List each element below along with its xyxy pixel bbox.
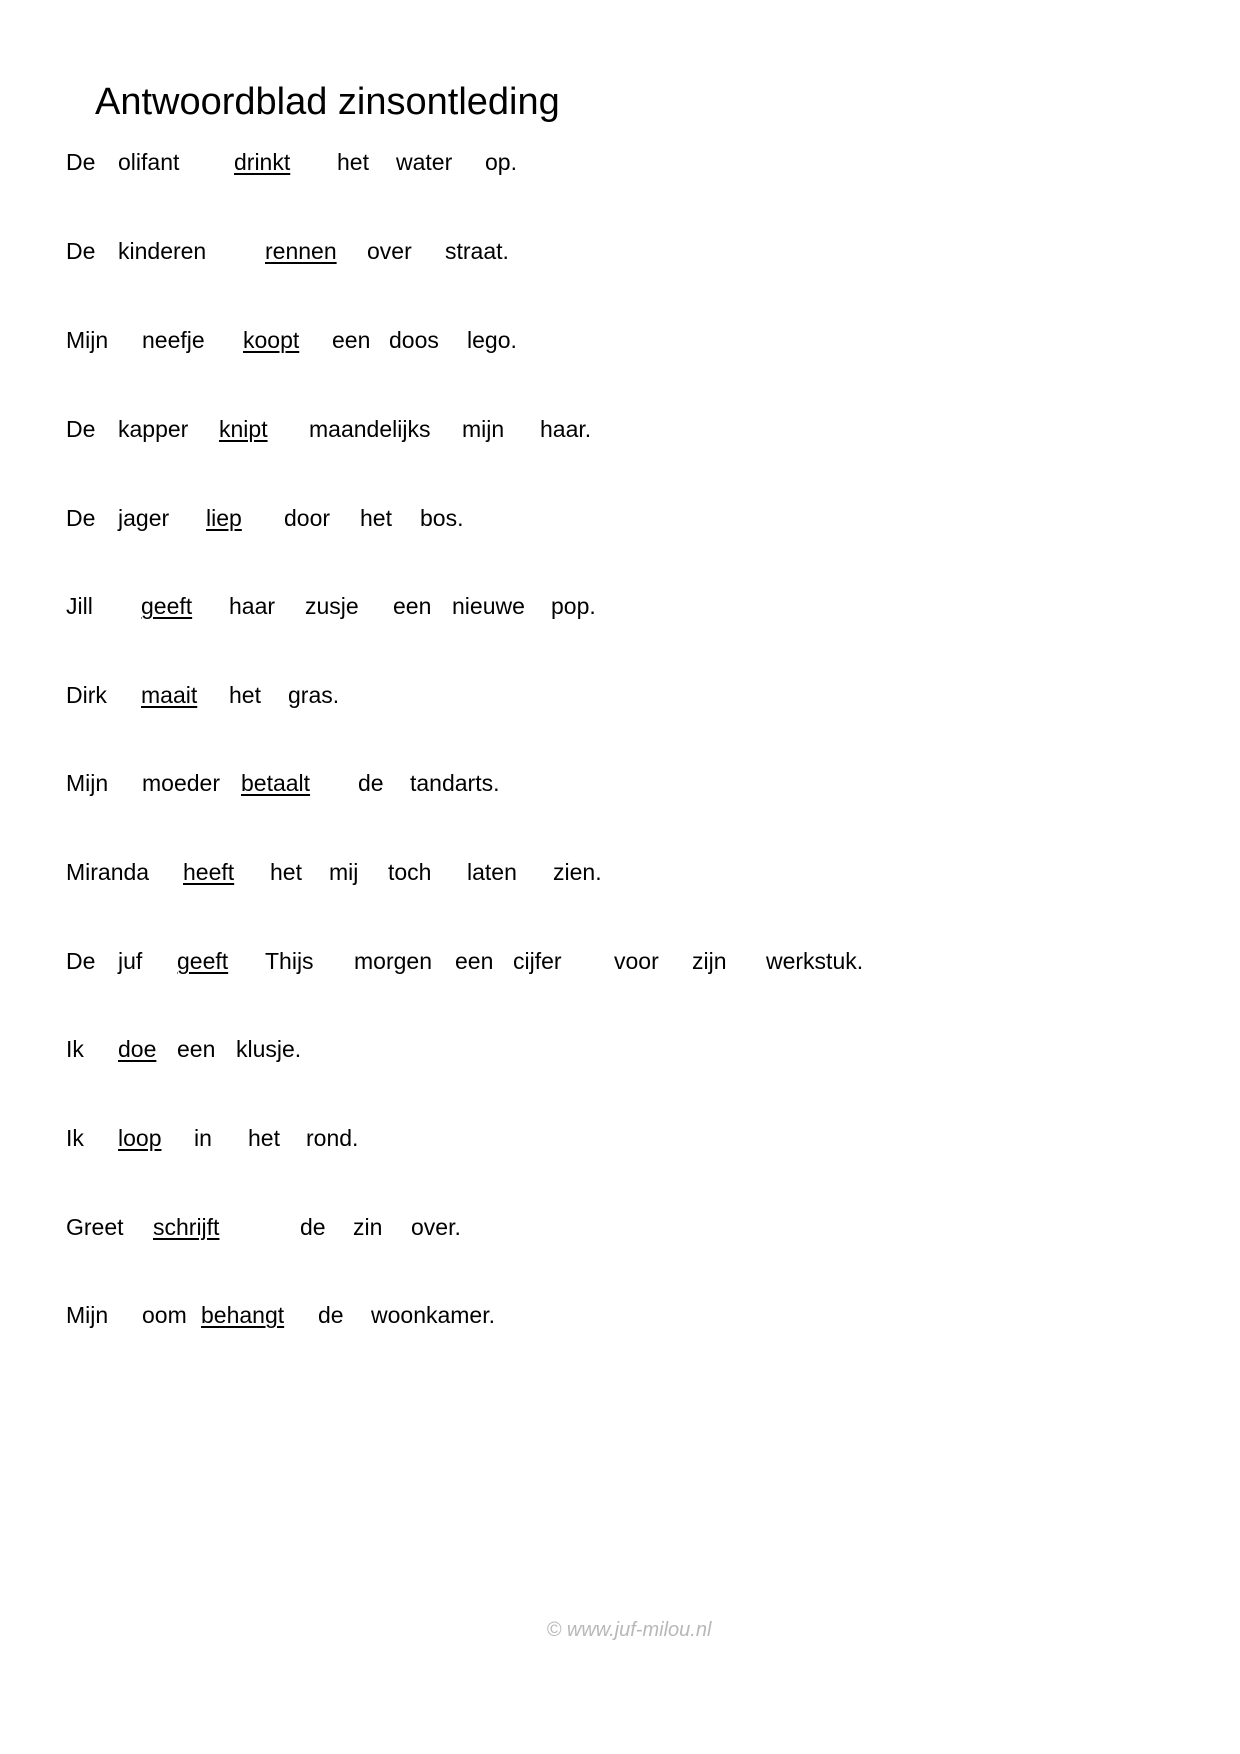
verb-underlined: doe — [118, 1036, 157, 1062]
page-title: Antwoordblad zinsontleding — [95, 81, 560, 123]
sentence-7 — [66, 678, 1066, 712]
word: olifant — [118, 149, 180, 175]
word: zin — [353, 1214, 383, 1240]
word: voor — [614, 948, 659, 974]
word: werkstuk. — [766, 948, 864, 974]
word: Ik — [66, 1125, 84, 1151]
word: Miranda — [66, 859, 150, 885]
verb-underlined: schrijft — [153, 1214, 220, 1240]
word: moeder — [142, 770, 220, 796]
word: jager — [118, 505, 170, 531]
word: cijfer — [513, 948, 562, 974]
word: morgen — [354, 948, 432, 974]
word: oom — [142, 1302, 187, 1328]
verb-underlined: behangt — [201, 1302, 285, 1328]
word: over — [367, 238, 412, 264]
word: Greet — [66, 1214, 124, 1240]
word: zijn — [692, 948, 727, 974]
word: nieuwe — [452, 593, 525, 619]
word: Jill — [66, 593, 93, 619]
word: De — [66, 149, 96, 175]
sentence-1 — [66, 145, 1066, 179]
word: op. — [485, 149, 517, 175]
sentence-2 — [66, 234, 1066, 268]
sentence-13 — [66, 1210, 1066, 1244]
word: lego. — [467, 327, 517, 353]
word: het — [337, 149, 369, 175]
word: De — [66, 948, 96, 974]
word: bos. — [420, 505, 464, 531]
word: De — [66, 238, 96, 264]
verb-underlined: geeft — [141, 593, 193, 619]
sentence-8 — [66, 766, 1066, 800]
word: Thijs — [265, 948, 314, 974]
verb-underlined: geeft — [177, 948, 229, 974]
word: kapper — [118, 416, 189, 442]
word: De — [66, 505, 96, 531]
word: toch — [388, 859, 432, 885]
word: Mijn — [66, 770, 109, 796]
word: gras. — [288, 682, 340, 708]
word: in — [194, 1125, 212, 1151]
verb-underlined: drinkt — [234, 149, 291, 175]
sentence-5 — [66, 501, 1066, 535]
word: de — [358, 770, 384, 796]
word: het — [360, 505, 392, 531]
word: doos — [389, 327, 439, 353]
word: juf — [118, 948, 143, 974]
word: Mijn — [66, 1302, 109, 1328]
word: een — [393, 593, 432, 619]
word: zusje — [305, 593, 359, 619]
verb-underlined: heeft — [183, 859, 235, 885]
word: Dirk — [66, 682, 107, 708]
word: door — [284, 505, 331, 531]
sentence-12 — [66, 1121, 1066, 1155]
verb-underlined: rennen — [265, 238, 337, 264]
verb-underlined: koopt — [243, 327, 300, 353]
word: het — [248, 1125, 280, 1151]
verb-underlined: betaalt — [241, 770, 311, 796]
word: water — [396, 149, 453, 175]
copyright-footer: © www.juf-milou.nl — [546, 1619, 712, 1641]
word: laten — [467, 859, 517, 885]
sentence-4 — [66, 412, 1066, 446]
sentence-10 — [66, 944, 1066, 978]
verb-underlined: knipt — [219, 416, 268, 442]
verb-underlined: liep — [206, 505, 242, 531]
verb-underlined: maait — [141, 682, 198, 708]
sentence-6 — [66, 589, 1066, 623]
sentence-11 — [66, 1032, 1066, 1066]
word: het — [229, 682, 261, 708]
word: kinderen — [118, 238, 207, 264]
word: De — [66, 416, 96, 442]
word: de — [300, 1214, 326, 1240]
word: mijn — [462, 416, 505, 442]
sentence-9 — [66, 855, 1066, 889]
word: de — [318, 1302, 344, 1328]
word: Ik — [66, 1036, 84, 1062]
word: mij — [329, 859, 359, 885]
word: pop. — [551, 593, 596, 619]
word: neefje — [142, 327, 205, 353]
word: maandelijks — [309, 416, 431, 442]
word: over. — [411, 1214, 461, 1240]
verb-underlined: loop — [118, 1125, 162, 1151]
word: haar. — [540, 416, 592, 442]
sentence-14 — [66, 1298, 1066, 1332]
word: een — [177, 1036, 216, 1062]
word: zien. — [553, 859, 602, 885]
word: tandarts. — [410, 770, 500, 796]
sentence-3 — [66, 323, 1066, 357]
word: rond. — [306, 1125, 359, 1151]
word: woonkamer. — [371, 1302, 496, 1328]
word: een — [455, 948, 494, 974]
word: een — [332, 327, 371, 353]
word: Mijn — [66, 327, 109, 353]
word: haar — [229, 593, 276, 619]
word: straat. — [445, 238, 509, 264]
word: het — [270, 859, 302, 885]
word: klusje. — [236, 1036, 302, 1062]
